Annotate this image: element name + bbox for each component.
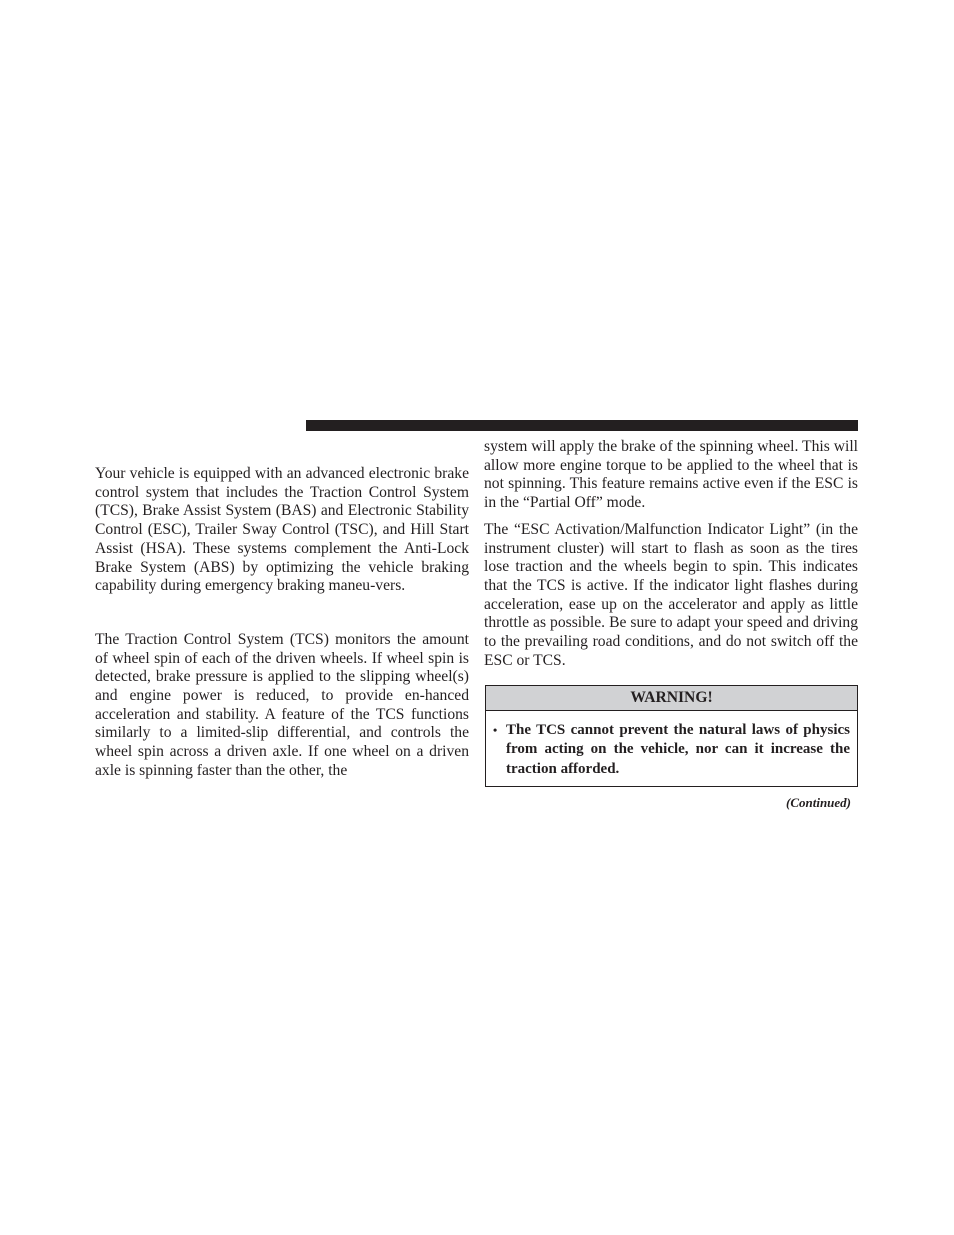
bullet-icon: • [493,723,498,737]
esc-indicator-paragraph: The “ESC Activation/Malfunction Indicator Light” (in the instrument cluster) will start to flash as soon as the tires lose traction and the wheels begin to spin. This indicates that the TCS is active. If the indicator light flashes during acceleration, ease up on the accelerator and apply as little throttle as possible. Be sure to adapt your speed and driving to the prevailing road conditions, and do not switch off the ESC or TCS. [484,520,858,669]
right-column [484,438,858,670]
warning-box [485,685,858,787]
tcs-continued-paragraph: system will apply the brake of the spinning wheel. This will allow more engine torque to be applied to the wheel that is not spinning. This feature remains active even if the ESC is in the “Partial Off” mode. [484,438,858,512]
warning-item-text: The TCS cannot prevent the natural laws of physics from acting on the vehicle, nor can it increase the traction afforded. [506,722,850,777]
warning-body [486,711,857,786]
warning-list-item [493,721,850,779]
intro-paragraph: Your vehicle is equipped with an advanced electronic brake control system that includes the Traction Control System (TCS), Brake Assist System (BAS) and Electronic Stability Control (ESC), Trailer Sway Control (TSC), and Hill Start Assist (HSA). These systems complement the Anti-Lock Brake System (ABS) by optimizing the vehicle braking capability during emergency braking maneu-vers. [95,465,469,595]
warning-title: WARNING! [486,686,857,711]
paragraph-spacer [484,513,858,521]
tcs-paragraph: The Traction Control System (TCS) monitors the amount of wheel spin of each of the driven wheels. If wheel spin is detected, brake pressure is applied to the slipping wheel(s) and engine power is reduced, to provide en-hanced acceleration and stability. A feature of the TCS functions similarly to a limited-slip differential, and controls the wheel spin across a driven axle. If one wheel on a driven axle is spinning faster than the other, the [95,630,469,779]
continued-label: (Continued) [785,795,851,810]
section-header-rule [306,420,858,431]
paragraph-spacer [95,596,469,631]
left-column [95,465,469,781]
